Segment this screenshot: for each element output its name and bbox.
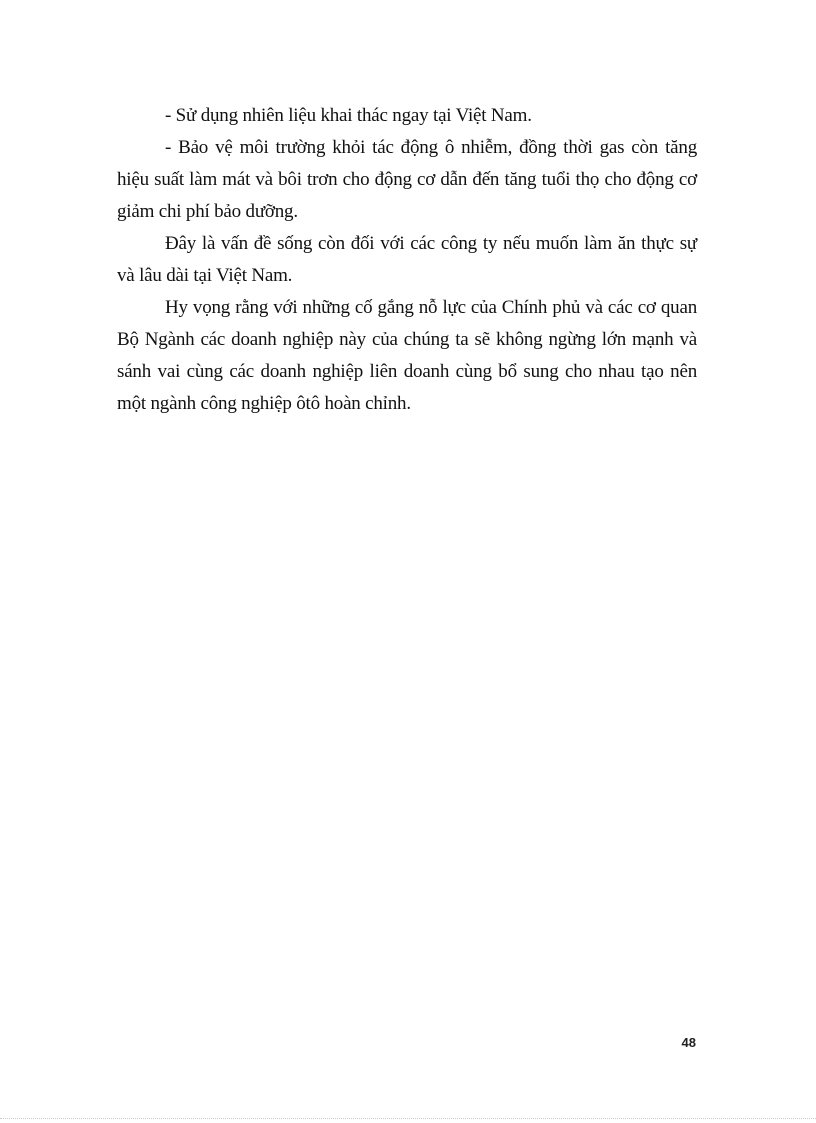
- paragraph-bullet-environment: - Bảo vệ môi trường khỏi tác động ô nhiễm, đồng thời gas còn tăng hiệu suất làm mát và bôi trơn cho động cơ dẫn đến tăng tuổi thọ cho động cơ giảm chi phí bảo dưỡng.: [117, 137, 697, 222]
- paragraph-hope: Hy vọng rằng với những cố gắng nỗ lực của Chính phủ và các cơ quan Bộ Ngành các doanh nghiệp này của chúng ta sẽ không ngừng lớn mạnh và sánh vai cùng các doanh nghiệp liên doanh cùng bổ sung cho nhau tạo nên một ngành công nghiệp ôtô hoàn chỉnh.: [117, 297, 697, 414]
- paragraph-survival: Đây là vấn đề sống còn đối với các công ty nếu muốn làm ăn thực sự và lâu dài tại Việt Nam.: [117, 233, 697, 286]
- body-text: [117, 100, 697, 420]
- page-number: 48: [681, 1035, 696, 1050]
- page-bottom-divider: [0, 1118, 816, 1119]
- paragraph-bullet-fuel: - Sử dụng nhiên liệu khai thác ngay tại Việt Nam.: [165, 105, 532, 126]
